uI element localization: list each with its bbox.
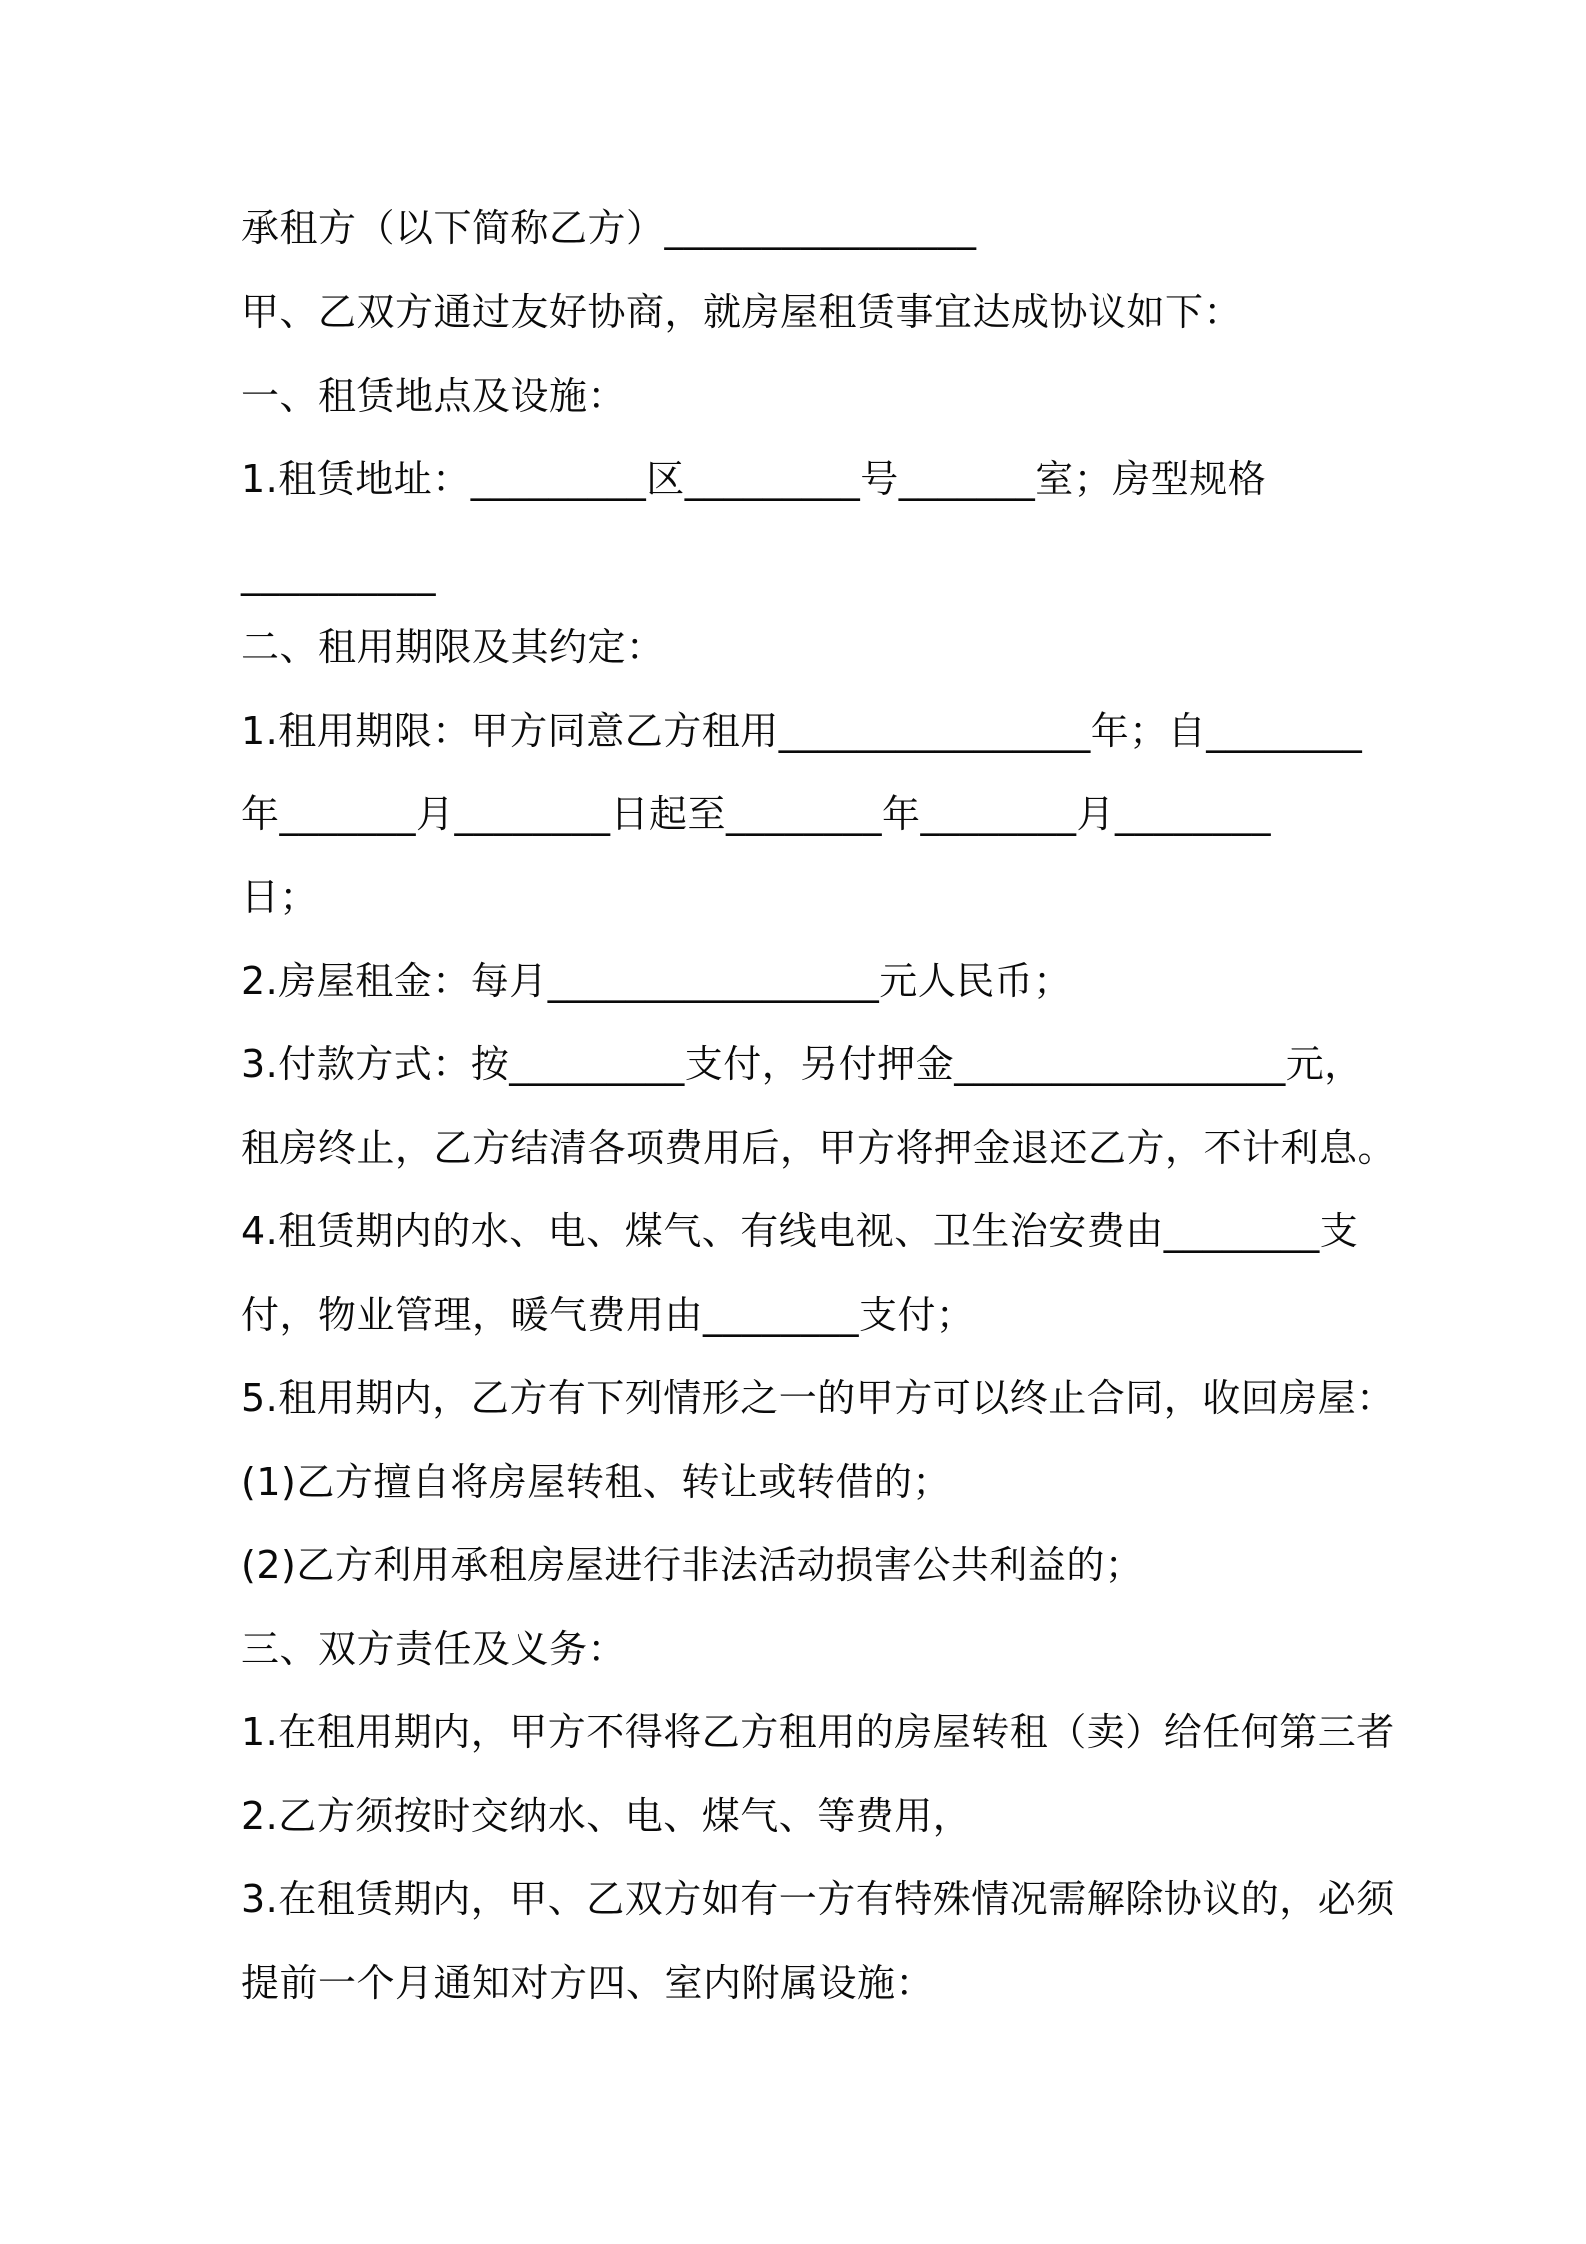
property-fee-line: 付，物业管理，暖气费用由________支付；: [241, 1293, 975, 1337]
termination-item-2: (2)乙方利用承租房屋进行非法活动损害公共利益的；: [241, 1543, 1144, 1587]
duty-1-line: 1.在租用期内，甲方不得将乙方租用的房屋转租（卖）给任何第三者: [241, 1710, 1395, 1754]
deposit-line: 租房终止，乙方结清各项费用后，甲方将押金退还乙方，不计利息。: [241, 1126, 1397, 1170]
term-dates-line: 年_______月________日起至________年________月________: [241, 792, 1272, 836]
payment-line: 3.付款方式：按_________支付，另付押金_________________元，: [241, 1042, 1363, 1086]
term-end-line: 日；: [241, 875, 319, 919]
section-2-heading: 二、租用期限及其约定：: [241, 625, 665, 669]
lessee-line: 承租方（以下简称乙方）________________: [241, 206, 977, 250]
termination-line: 5.租用期内，乙方有下列情形之一的甲方可以终止合同，收回房屋：: [241, 1376, 1395, 1420]
address-line: 1.租赁地址：_________区_________号_______室；房型规格: [241, 457, 1267, 501]
duty-2-line: 2.乙方须按时交纳水、电、煤气、等费用，: [241, 1794, 972, 1838]
rent-line: 2.房屋租金：每月_________________元人民币；: [241, 959, 1072, 1003]
section-1-heading: 一、租赁地点及设施：: [241, 374, 627, 418]
termination-item-1: (1)乙方擅自将房屋转租、转让或转借的；: [241, 1460, 951, 1504]
duty-3-continued-line: 提前一个月通知对方四、室内附属设施：: [241, 1961, 935, 2005]
term-line: 1.租用期限：甲方同意乙方租用________________年；自________: [241, 709, 1363, 753]
utilities-line: 4.租赁期内的水、电、煤气、有线电视、卫生治安费由________支: [241, 1209, 1359, 1253]
intro-line: 甲、乙双方通过友好协商，就房屋租赁事宜达成协议如下：: [241, 290, 1243, 334]
duty-3-line: 3.在租赁期内，甲、乙双方如有一方有特殊情况需解除协议的，必须: [241, 1877, 1395, 1921]
room-type-blank-line: __________: [241, 552, 436, 596]
section-3-heading: 三、双方责任及义务：: [241, 1627, 627, 1671]
